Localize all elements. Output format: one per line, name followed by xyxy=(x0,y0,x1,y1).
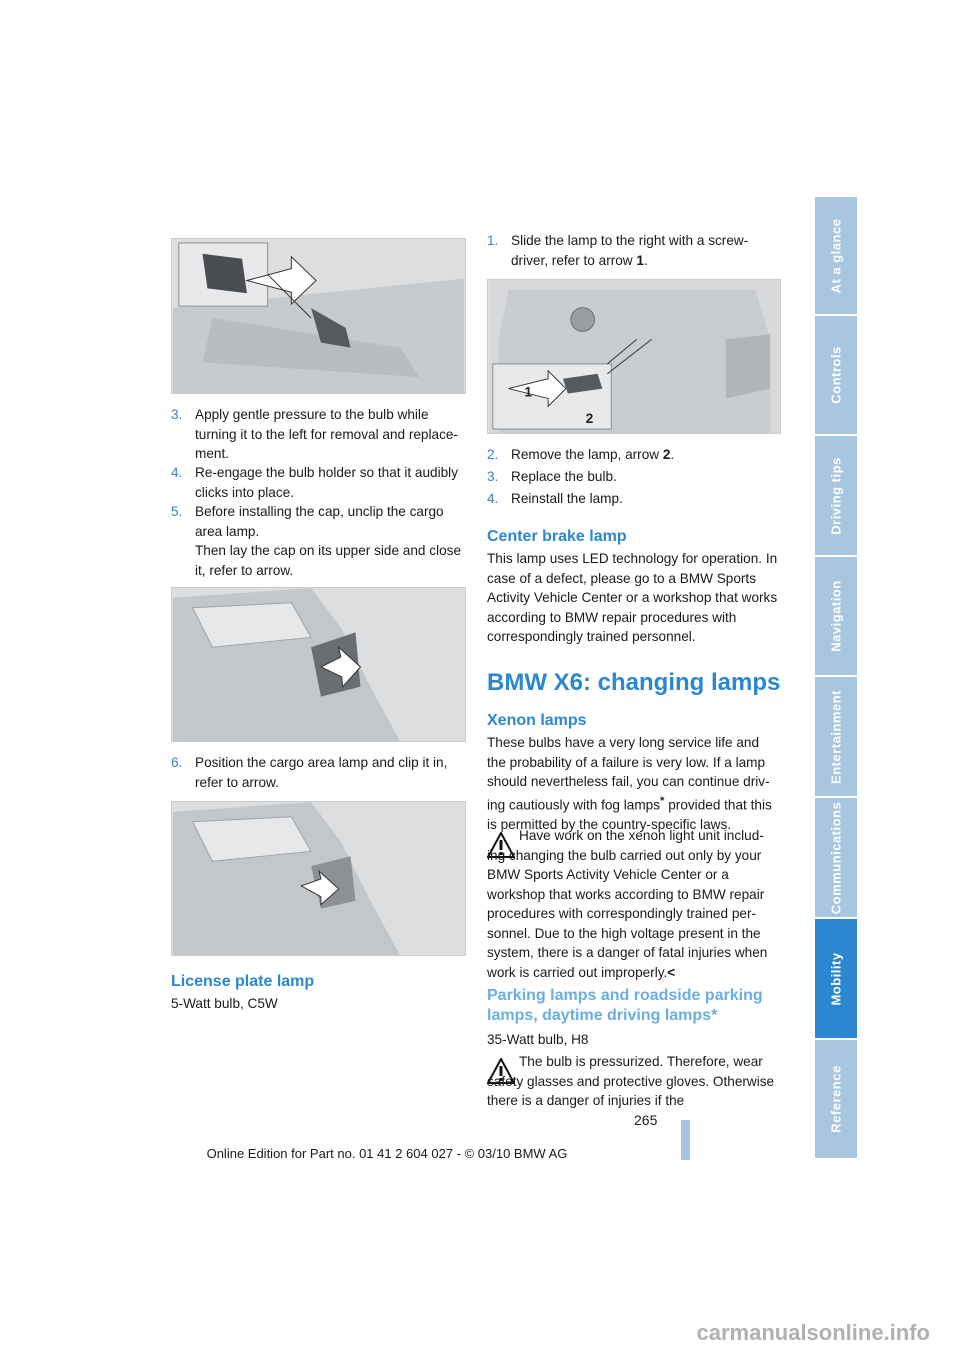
license-plate-heading: License plate lamp xyxy=(171,973,315,990)
step-text: Position the cargo area lamp and clip it in, refer to arrow. xyxy=(195,755,448,790)
end-marker: < xyxy=(667,964,676,980)
watermark: carmanualsonline.info xyxy=(696,1320,930,1345)
tab-label: Mobility xyxy=(828,951,844,1006)
tab-entertainment[interactable] xyxy=(815,677,857,798)
step-number: 1. xyxy=(487,233,499,248)
step-number: 5. xyxy=(171,504,183,519)
xenon-text-a: These bulbs have a very long service life and the probability of a failure is very low. If a lamp should nevertheless fail, you can continue driv-ing cautiously with fog lamps xyxy=(487,735,770,813)
tab-mobility[interactable] xyxy=(815,919,857,1040)
tailgate-illustration xyxy=(488,280,780,433)
step-text xyxy=(487,231,781,270)
parking-warning xyxy=(487,1052,781,1111)
page-number: 265 xyxy=(634,1112,658,1128)
tab-label: Driving tips xyxy=(828,456,844,535)
step-number: 3. xyxy=(487,469,499,484)
step-3-right xyxy=(487,467,781,487)
step-1-right xyxy=(487,231,781,270)
step-text-continued: Then lay the cap on its upper side and close it, refer to arrow. xyxy=(195,543,462,578)
figure-license-plate-lamp xyxy=(487,279,781,434)
step-text-main: Remove the lamp, arrow xyxy=(511,447,663,462)
tab-label: Reference xyxy=(828,1065,844,1133)
step-number: 3. xyxy=(171,407,183,422)
cargo-cap-illustration xyxy=(172,588,465,741)
figure-cargo-lamp xyxy=(171,801,466,956)
xenon-warning xyxy=(487,826,781,982)
tab-reference[interactable] xyxy=(815,1040,857,1160)
figure-bulb-holder xyxy=(171,238,466,394)
step-2-right xyxy=(487,445,781,465)
step-text: Re-engage the bulb holder so that it audibly clicks into place. xyxy=(195,465,458,500)
xenon-heading: Xenon lamps xyxy=(487,712,587,729)
step-text: Reinstall the lamp. xyxy=(511,491,623,506)
tab-label: Navigation xyxy=(828,580,844,652)
tab-driving-tips[interactable] xyxy=(815,436,857,557)
cargo-lamp-illustration xyxy=(172,802,465,955)
step-number: 6. xyxy=(171,755,183,770)
step-text-end: . xyxy=(670,447,675,462)
step-number: 2. xyxy=(487,447,499,462)
tab-at-a-glance[interactable] xyxy=(815,197,857,316)
step-text xyxy=(487,445,781,465)
tab-communications[interactable] xyxy=(815,798,857,919)
arrow-label-1: 1 xyxy=(524,383,533,400)
step-text: Replace the bulb. xyxy=(511,469,617,484)
step-4-right xyxy=(487,489,781,509)
parking-lamps-heading: Parking lamps and roadside parking lamps, daytime driving lamps* xyxy=(487,987,763,1024)
step-number: 4. xyxy=(487,491,499,506)
step-3-left xyxy=(171,405,466,464)
step-text: Before installing the cap, unclip the cargo area lamp. xyxy=(195,504,444,539)
step-4-left xyxy=(171,463,466,502)
arrow-ref: 2 xyxy=(662,447,671,462)
xenon-text-b: provided that this is permitted by the country-specific laws. xyxy=(487,797,772,832)
figure-cargo-cap xyxy=(171,587,466,742)
tab-navigation[interactable] xyxy=(815,557,857,677)
parking-warning-text: The bulb is pressurized. Therefore, wear safety glasses and protective gloves. Otherwise there is a danger of injuries if the xyxy=(487,1054,775,1108)
step-5-left xyxy=(171,502,466,580)
xenon-warning-text: Have work on the xenon light unit includ-ing changing the bulb carried out only by your BMW Sports Activity Vehicle Center or a workshop that works according to BMW repair procedures with correspondingly trained per-sonnel. Due to the high voltage present in the system, there is a danger of fatal injuries when work is carried out improperly. xyxy=(487,828,768,980)
tab-label: At a glance xyxy=(828,218,844,293)
xenon-text xyxy=(487,733,781,834)
step-6-left xyxy=(171,753,466,792)
bulb-holder-illustration xyxy=(172,239,465,393)
parking-lamps-text: 35-Watt bulb, H8 xyxy=(487,1032,589,1047)
license-plate-text: 5-Watt bulb, C5W xyxy=(171,996,278,1011)
step-text-main: Slide the lamp to the right with a screw-driver, refer to arrow xyxy=(511,233,749,268)
footer xyxy=(0,1146,960,1161)
optional-star: * xyxy=(660,794,665,807)
arrow-ref: 1 xyxy=(636,252,644,268)
footer-text: Online Edition for Part no. 01 41 2 604 027 - © 03/10 BMW AG xyxy=(206,1146,568,1161)
step-text: Apply gentle pressure to the bulb while turning it to the left for removal and replace-ment. xyxy=(195,407,458,461)
tab-label: Entertainment xyxy=(828,689,844,784)
tab-label: Communications xyxy=(828,801,844,914)
step-text-end: . xyxy=(643,252,648,268)
center-brake-text: This lamp uses LED technology for operation. In case of a defect, please go to a BMW Sports Activity Vehicle Center or a workshop that works according to BMW repair procedures with correspondingly trained personnel. xyxy=(487,551,778,644)
tab-label: Controls xyxy=(828,346,844,404)
tab-controls[interactable] xyxy=(815,316,857,436)
step-number: 4. xyxy=(171,465,183,480)
arrow-label-2: 2 xyxy=(585,410,594,427)
x6-section-heading: BMW X6: changing lamps xyxy=(487,669,781,696)
center-brake-heading: Center brake lamp xyxy=(487,528,627,545)
